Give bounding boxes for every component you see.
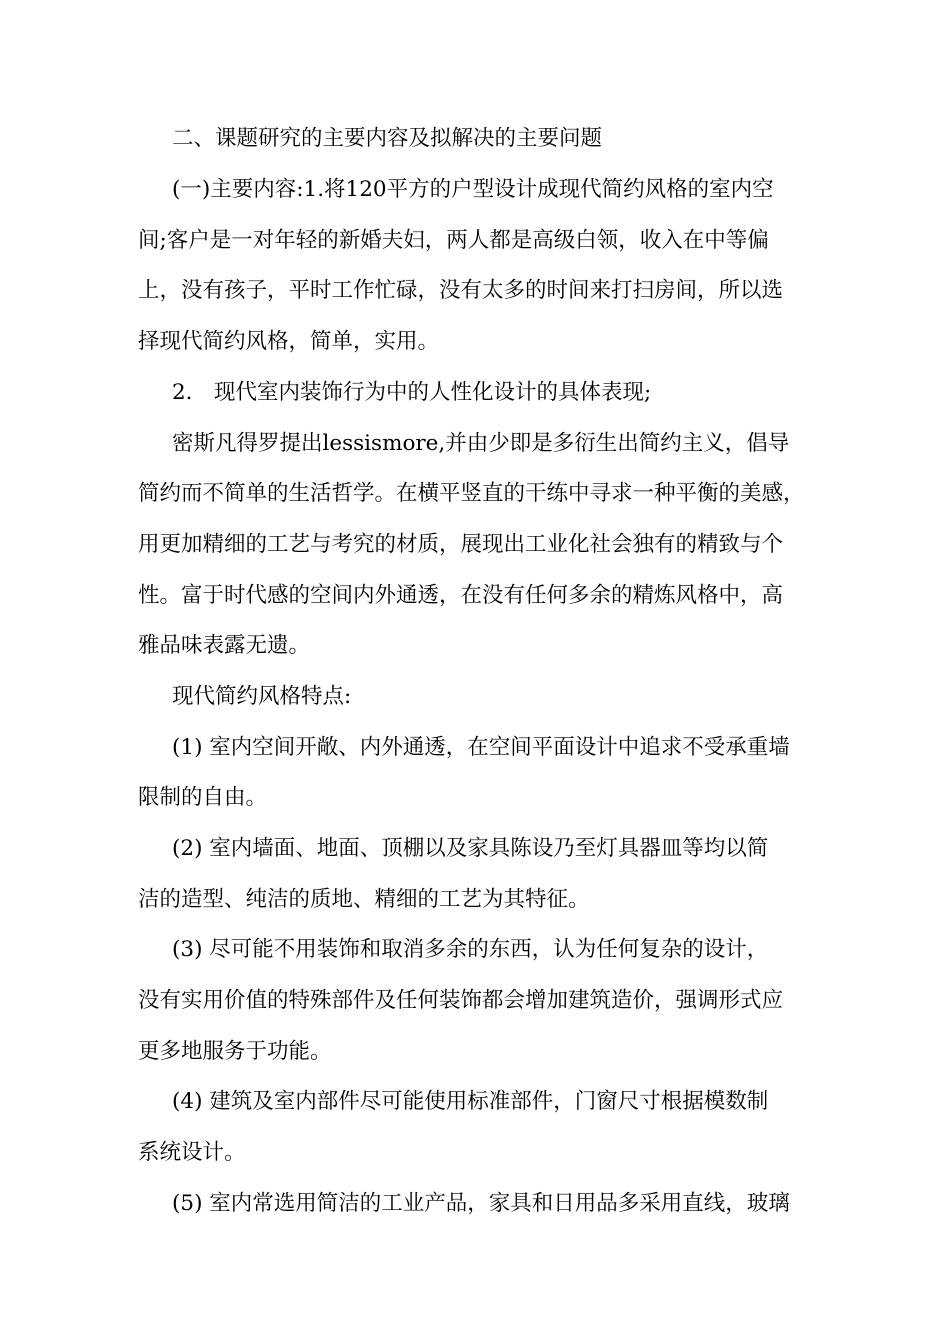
paragraph-line: 用更加精细的工艺与考究的材质，展现出工业化社会独有的精致与个	[138, 532, 784, 557]
section-heading: 二、课题研究的主要内容及拟解决的主要问题	[172, 126, 603, 151]
list-item-line: 系统设计。	[138, 1140, 246, 1165]
list-item-line: 更多地服务于功能。	[138, 1039, 332, 1064]
paragraph-line: (一)主要内容:1.将120平方的户型设计成现代简约风格的室内空	[172, 177, 774, 202]
paragraph-line: 性。富于时代感的空间内外通透，在没有任何多余的精炼风格中，高	[138, 583, 784, 608]
list-item-line: 没有实用价值的特殊部件及任何装饰都会增加建筑造价，强调形式应	[138, 988, 784, 1013]
subheading: 现代简约风格特点:	[172, 684, 352, 709]
paragraph-line: 上，没有孩子，平时工作忙碌，没有太多的时间来打扫房间，所以选	[138, 278, 784, 303]
paragraph-line: 密斯凡得罗提出lessismore,并由少即是多衍生出简约主义，倡导	[172, 431, 790, 456]
paragraph-line: 简约而不简单的生活哲学。在横平竖直的干练中寻求一种平衡的美感，	[138, 481, 805, 506]
list-item-line: (2) 室内墙面、地面、顶棚以及家具陈设乃至灯具器皿等均以简	[172, 836, 769, 861]
list-item-line: 洁的造型、纯洁的质地、精细的工艺为其特征。	[138, 887, 590, 912]
list-item-line: (4) 建筑及室内部件尽可能使用标准部件，门窗尺寸根据模数制	[172, 1089, 769, 1114]
list-item-line: 限制的自由。	[138, 785, 268, 810]
paragraph-line: 择现代简约风格，简单，实用。	[138, 329, 440, 354]
list-item-line: (5) 室内常选用简洁的工业产品，家具和日用品多采用直线，玻璃	[172, 1191, 790, 1216]
paragraph-line: 间;客户是一对年轻的新婚夫妇，两人都是高级白领，收入在中等偏	[138, 228, 769, 253]
paragraph-line: 雅品味表露无遗。	[138, 633, 311, 658]
paragraph-line: 2. 现代室内装饰行为中的人性化设计的具体表现;	[172, 380, 652, 405]
list-item-line: (3) 尽可能不用装饰和取消多余的东西，认为任何复杂的设计，	[172, 937, 769, 962]
list-item-line: (1) 室内空间开敞、内外通透，在空间平面设计中追求不受承重墙	[172, 735, 790, 760]
